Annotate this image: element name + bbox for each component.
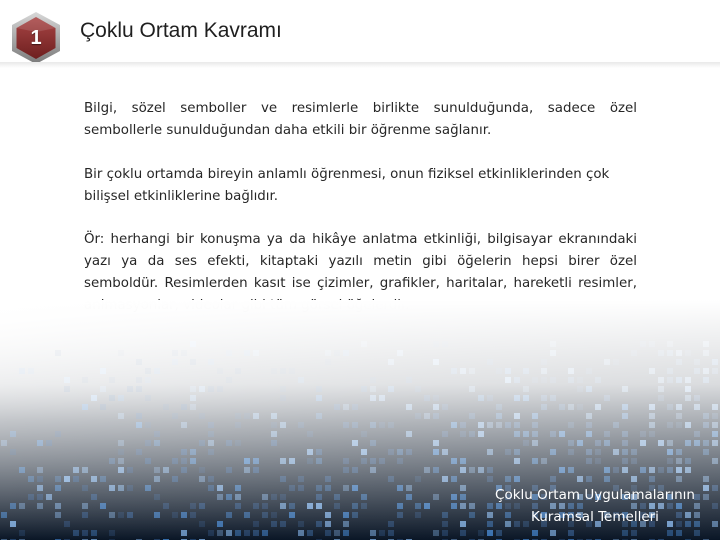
slide-number-badge bbox=[8, 10, 64, 66]
slide-title: Çoklu Ortam Kavramı bbox=[80, 19, 282, 42]
body-paragraph-1: Bilgi, sözel semboller ve resimlerle birlikte sunulduğunda, sadece özel sembollerle sunulduğundan daha etkili bir öğrenme sağlanır. bbox=[84, 101, 637, 138]
footer-caption bbox=[470, 484, 720, 528]
title-divider bbox=[0, 62, 720, 68]
slide-number: 1 bbox=[30, 26, 42, 49]
body-paragraph-3: Ör: herhangi bir konuşma ya da hikâye anlatma etkinliği, bilgisayar ekranındaki yazı ya da ses efekti, kitaptaki yazılı metin gibi öğelerin hepsi birer özel semboldür. Resimlerden kasıt ise çizimler, grafikler, haritalar, hareketli resimler, bbox=[84, 232, 637, 291]
footer-line-1: Çoklu Ortam Uygulamalarının bbox=[495, 487, 695, 503]
footer-line-2: Kuramsal Temelleri bbox=[531, 509, 659, 525]
body-paragraph-2: Bir çoklu ortamda bireyin anlamlı öğrenmesi, onun fiziksel etkinliklerinden çok bilişsel etkinliklerine bağlıdır. bbox=[84, 167, 610, 204]
